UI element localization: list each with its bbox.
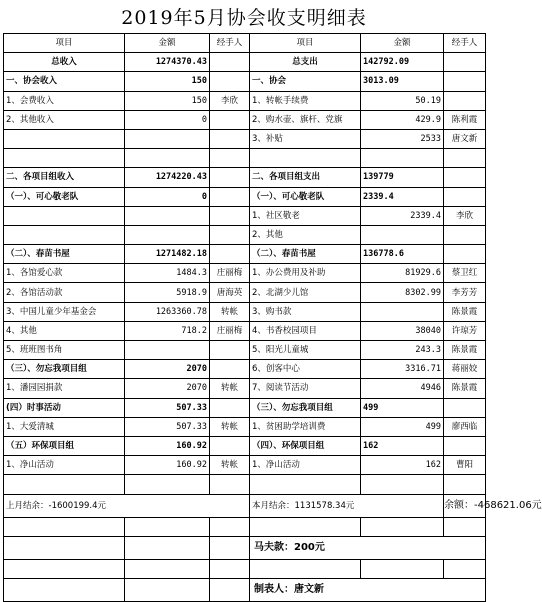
empty-cell bbox=[444, 72, 486, 91]
cell-handler: 李欣 bbox=[444, 206, 486, 225]
empty-cell bbox=[444, 245, 486, 264]
cell-label: 5、班班图书角 bbox=[4, 341, 125, 360]
header-amount-left: 金额 bbox=[125, 34, 210, 53]
empty-cell bbox=[210, 578, 250, 601]
cell-label: 2、其他 bbox=[250, 225, 361, 244]
cell-amount: 150 bbox=[125, 72, 210, 91]
empty-cell bbox=[125, 129, 210, 148]
cell-amount: 507.33 bbox=[125, 417, 210, 436]
cell-amount: 507.33 bbox=[125, 398, 210, 417]
empty-cell bbox=[125, 225, 210, 244]
cell-label: 2、各馆活动款 bbox=[4, 283, 125, 302]
empty-cell bbox=[444, 475, 486, 494]
cell-handler: 李欣 bbox=[210, 91, 250, 110]
cell-label: 1、净山活动 bbox=[250, 456, 361, 475]
this-month-balance: 本月结余：1131578.34元 bbox=[250, 494, 444, 517]
cell-amount: 2070 bbox=[125, 379, 210, 398]
table-row bbox=[4, 264, 486, 283]
empty-cell bbox=[361, 302, 444, 321]
cell-amount: 2339.4 bbox=[361, 187, 444, 206]
cell-label: (四）时事活动 bbox=[4, 398, 125, 417]
cell-amount: 8302.99 bbox=[361, 283, 444, 302]
cell-handler: 陈景霞 bbox=[444, 341, 486, 360]
empty-cell bbox=[210, 206, 250, 225]
cell-amount: 2533 bbox=[361, 129, 444, 148]
table-row bbox=[4, 436, 486, 455]
cell-amount: 1274220.43 bbox=[125, 168, 210, 187]
cell-handler: 蒋丽姣 bbox=[444, 360, 486, 379]
empty-cell bbox=[4, 536, 125, 559]
cell-amount: 160.92 bbox=[125, 436, 210, 455]
cell-label: 1、各馆爱心款 bbox=[4, 264, 125, 283]
empty-cell bbox=[4, 578, 125, 601]
cell-label: （二）、春苗书屋 bbox=[4, 245, 125, 264]
cell-label: 1、社区敬老 bbox=[250, 206, 361, 225]
cell-label: （五）环保项目组 bbox=[4, 436, 125, 455]
empty-cell bbox=[4, 149, 125, 168]
empty-cell bbox=[125, 206, 210, 225]
cell-amount: 2070 bbox=[125, 360, 210, 379]
header-item-right: 项目 bbox=[250, 34, 361, 53]
cell-amount: 139779 bbox=[361, 168, 444, 187]
cell-amount: 499 bbox=[361, 417, 444, 436]
empty-cell bbox=[4, 475, 125, 494]
cell-handler: 转帐 bbox=[210, 302, 250, 321]
cell-label: （一）、可心敬老队 bbox=[4, 187, 125, 206]
empty-cell bbox=[250, 517, 361, 536]
empty-cell bbox=[210, 517, 250, 536]
cell-label: （四）、环保项目组 bbox=[250, 436, 361, 455]
cell-label: 2、其他收入 bbox=[4, 110, 125, 129]
empty-cell bbox=[210, 559, 250, 578]
cell-amount: 0 bbox=[125, 187, 210, 206]
cell-amount: 162 bbox=[361, 456, 444, 475]
cell-amount: 3316.71 bbox=[361, 360, 444, 379]
empty-cell bbox=[444, 517, 486, 536]
cell-label: （三）、勿忘我项目组 bbox=[250, 398, 361, 417]
cell-label: 4、书香校园项目 bbox=[250, 321, 361, 340]
cell-label: （一）、可心敬老队 bbox=[250, 187, 361, 206]
cell-label: 1、转帐手续费 bbox=[250, 91, 361, 110]
empty-cell bbox=[125, 341, 210, 360]
cell-label: 二、各项目组收入 bbox=[4, 168, 125, 187]
cell-handler: 庄丽梅 bbox=[210, 321, 250, 340]
cell-label: （二）、春苗书屋 bbox=[250, 245, 361, 264]
table-row bbox=[4, 225, 486, 244]
empty-cell bbox=[361, 225, 444, 244]
cell-handler: 许琼芳 bbox=[444, 321, 486, 340]
empty-cell bbox=[444, 436, 486, 455]
cell-label: 1、贫困助学培训费 bbox=[250, 417, 361, 436]
table-row bbox=[4, 398, 486, 417]
table-row bbox=[4, 283, 486, 302]
cell-handler: 廖西临 bbox=[444, 417, 486, 436]
table-row bbox=[4, 302, 486, 321]
table-row bbox=[4, 72, 486, 91]
empty-cell bbox=[210, 436, 250, 455]
empty-cell bbox=[4, 559, 125, 578]
total-expense-value: 142792.09 bbox=[361, 53, 444, 72]
empty-cell bbox=[250, 475, 361, 494]
cell-handler: 唐海英 bbox=[210, 283, 250, 302]
cell-label: 1、潘园园捐款 bbox=[4, 379, 125, 398]
cell-label: 6、创客中心 bbox=[250, 360, 361, 379]
empty-cell bbox=[210, 225, 250, 244]
table-row bbox=[4, 341, 486, 360]
cell-amount: 499 bbox=[361, 398, 444, 417]
cell-amount: 136778.6 bbox=[361, 245, 444, 264]
cell-amount: 50.19 bbox=[361, 91, 444, 110]
balance-value: 余额：-468621.06元 bbox=[444, 494, 486, 517]
cell-handler: 蔡卫红 bbox=[444, 264, 486, 283]
header-item-left: 项目 bbox=[4, 34, 125, 53]
cell-amount: 718.2 bbox=[125, 321, 210, 340]
balance-row bbox=[4, 494, 486, 517]
cell-handler: 转帐 bbox=[210, 379, 250, 398]
table-row bbox=[4, 517, 486, 536]
header-handler-right: 经手人 bbox=[444, 34, 486, 53]
table-row bbox=[4, 53, 486, 72]
table-row bbox=[4, 206, 486, 225]
cell-amount: 243.3 bbox=[361, 341, 444, 360]
cell-handler: 转帐 bbox=[210, 456, 250, 475]
empty-cell bbox=[125, 578, 210, 601]
empty-cell bbox=[361, 559, 444, 578]
header-handler-left: 经手人 bbox=[210, 34, 250, 53]
cell-handler: 陈利霞 bbox=[444, 110, 486, 129]
empty-cell bbox=[4, 129, 125, 148]
cell-amount: 162 bbox=[361, 436, 444, 455]
empty-cell bbox=[210, 53, 250, 72]
empty-cell bbox=[210, 536, 250, 559]
empty-cell bbox=[210, 72, 250, 91]
cell-handler: 陈景霞 bbox=[444, 302, 486, 321]
empty-cell bbox=[4, 517, 125, 536]
empty-cell bbox=[444, 559, 486, 578]
cell-handler: 唐文新 bbox=[444, 129, 486, 148]
cell-amount: 1484.3 bbox=[125, 264, 210, 283]
table-row bbox=[4, 149, 486, 168]
empty-cell bbox=[210, 129, 250, 148]
empty-cell bbox=[210, 110, 250, 129]
cell-amount: 5918.9 bbox=[125, 283, 210, 302]
cell-amount: 81929.6 bbox=[361, 264, 444, 283]
cell-label: 1、大爱清城 bbox=[4, 417, 125, 436]
cell-label: （三）、勿忘我项目组 bbox=[4, 360, 125, 379]
cell-amount: 3013.09 bbox=[361, 72, 444, 91]
empty-cell bbox=[444, 398, 486, 417]
empty-cell bbox=[444, 91, 486, 110]
empty-cell bbox=[250, 149, 361, 168]
table-row bbox=[4, 475, 486, 494]
header-row bbox=[4, 34, 486, 53]
cell-label: 7、阅读节活动 bbox=[250, 379, 361, 398]
cell-amount: 0 bbox=[125, 110, 210, 129]
empty-cell bbox=[444, 53, 486, 72]
empty-cell bbox=[444, 187, 486, 206]
empty-cell bbox=[361, 517, 444, 536]
cell-label: 3、中国儿童少年基金会 bbox=[4, 302, 125, 321]
empty-cell bbox=[250, 559, 361, 578]
empty-cell bbox=[125, 536, 210, 559]
table-maker: 制表人：唐文新 bbox=[250, 578, 486, 601]
empty-cell bbox=[4, 206, 125, 225]
cell-handler: 庄丽梅 bbox=[210, 264, 250, 283]
empty-cell bbox=[210, 341, 250, 360]
table-row bbox=[4, 91, 486, 110]
cell-amount: 38040 bbox=[361, 321, 444, 340]
empty-cell bbox=[125, 149, 210, 168]
cell-label: 一、协会 bbox=[250, 72, 361, 91]
empty-cell bbox=[125, 559, 210, 578]
cell-label: 3、补贴 bbox=[250, 129, 361, 148]
table-row bbox=[4, 360, 486, 379]
mafu-amount: 马夫款：200元 bbox=[250, 536, 486, 559]
total-income-label: 总收入 bbox=[4, 53, 125, 72]
cell-label: 3、购书款 bbox=[250, 302, 361, 321]
cell-handler: 转帐 bbox=[210, 417, 250, 436]
table-row bbox=[4, 129, 486, 148]
empty-cell bbox=[361, 149, 444, 168]
empty-cell bbox=[4, 225, 125, 244]
cell-label: 2、购水壶、旗杆、党旗 bbox=[250, 110, 361, 129]
cell-label: 1、办公费用及补助 bbox=[250, 264, 361, 283]
empty-cell bbox=[361, 475, 444, 494]
last-month-balance: 上月结余：-1600199.4元 bbox=[4, 494, 250, 517]
cell-handler: 李芳芳 bbox=[444, 283, 486, 302]
table-row bbox=[4, 110, 486, 129]
table-row bbox=[4, 187, 486, 206]
finance-table bbox=[3, 33, 542, 602]
mafu-row bbox=[4, 536, 486, 559]
cell-label: 5、阳光儿童城 bbox=[250, 341, 361, 360]
cell-label: 4、其他 bbox=[4, 321, 125, 340]
cell-amount: 2339.4 bbox=[361, 206, 444, 225]
cell-amount: 150 bbox=[125, 91, 210, 110]
empty-cell bbox=[210, 149, 250, 168]
empty-cell bbox=[210, 187, 250, 206]
empty-cell bbox=[210, 245, 250, 264]
cell-handler: 曹阳 bbox=[444, 456, 486, 475]
cell-label: 1、净山活动 bbox=[4, 456, 125, 475]
table-row bbox=[4, 245, 486, 264]
maker-row bbox=[4, 578, 486, 601]
total-expense-label: 总支出 bbox=[250, 53, 361, 72]
page-title: 2019年5月协会收支明细表 bbox=[121, 7, 367, 29]
empty-cell bbox=[210, 168, 250, 187]
header-amount-right: 金额 bbox=[361, 34, 444, 53]
table-row bbox=[4, 168, 486, 187]
table-row bbox=[4, 379, 486, 398]
cell-handler: 陈景霞 bbox=[444, 379, 486, 398]
cell-amount: 160.92 bbox=[125, 456, 210, 475]
cell-label: 2、北湖少儿馆 bbox=[250, 283, 361, 302]
cell-label: 二、各项目组支出 bbox=[250, 168, 361, 187]
cell-label: 一、协会收入 bbox=[4, 72, 125, 91]
empty-cell bbox=[444, 225, 486, 244]
table-row bbox=[4, 559, 486, 578]
total-income-value: 1274370.43 bbox=[125, 53, 210, 72]
empty-cell bbox=[444, 149, 486, 168]
empty-cell bbox=[210, 475, 250, 494]
cell-amount: 1271482.18 bbox=[125, 245, 210, 264]
table-row bbox=[4, 321, 486, 340]
empty-cell bbox=[210, 360, 250, 379]
cell-amount: 1263360.78 bbox=[125, 302, 210, 321]
cell-label: 1、会费收入 bbox=[4, 91, 125, 110]
empty-cell bbox=[125, 475, 210, 494]
empty-cell bbox=[210, 398, 250, 417]
table-row bbox=[4, 417, 486, 436]
cell-amount: 4946 bbox=[361, 379, 444, 398]
cell-amount: 429.9 bbox=[361, 110, 444, 129]
empty-cell bbox=[444, 168, 486, 187]
empty-cell bbox=[125, 517, 210, 536]
table-row bbox=[4, 456, 486, 475]
